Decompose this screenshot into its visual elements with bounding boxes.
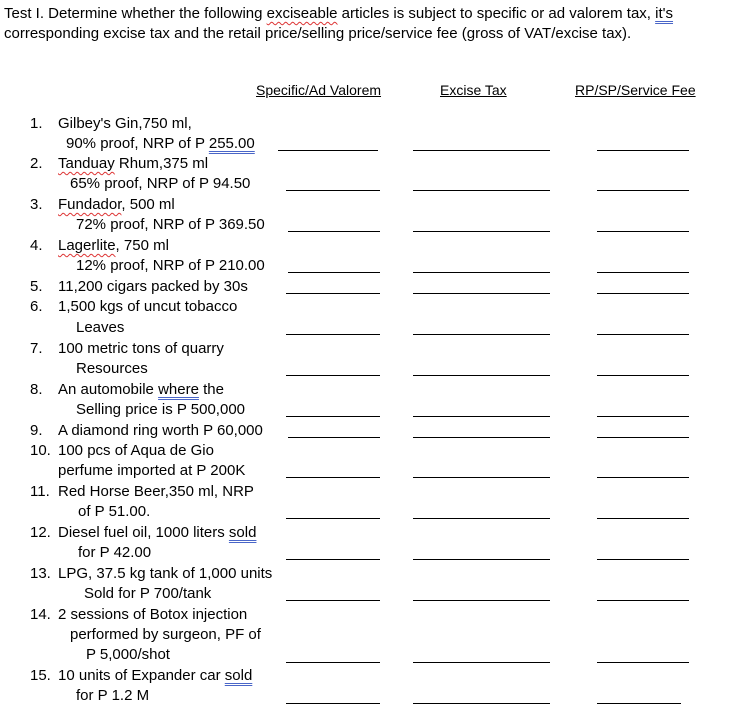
item-text: Leaves xyxy=(76,319,125,336)
answer-blank-rp[interactable] xyxy=(597,190,689,191)
answer-blank-rp[interactable] xyxy=(597,518,689,519)
item-text: A diamond ring worth P 60,000 xyxy=(58,422,263,439)
item-number: 1. xyxy=(30,115,43,132)
answer-blank-rp[interactable] xyxy=(597,293,689,294)
instructions: Test I. Determine whether the following exciseable articles is subject to specific or ad valorem tax, it's corresponding excise tax and the retail price/selling price/service fee (gross of VAT/excise tax). xyxy=(4,5,674,42)
answer-blank-excise[interactable] xyxy=(413,518,550,519)
answer-blank-excise[interactable] xyxy=(413,272,550,273)
answer-blank-rp[interactable] xyxy=(597,375,689,376)
answer-blank-rp[interactable] xyxy=(597,437,689,438)
answer-blank-rp[interactable] xyxy=(597,703,681,704)
answer-blank-specific[interactable] xyxy=(286,662,380,663)
item-text: P 5,000/shot xyxy=(86,646,170,663)
answer-blank-rp[interactable] xyxy=(597,272,689,273)
item-text: 100 metric tons of quarry xyxy=(58,340,224,357)
answer-blank-specific[interactable] xyxy=(278,150,378,151)
item-text: for P 42.00 xyxy=(78,544,152,561)
item-text: Red Horse Beer,350 ml, NRP xyxy=(58,483,254,500)
item-text: for P 1.2 M xyxy=(76,687,150,704)
answer-blank-excise[interactable] xyxy=(413,293,550,294)
item-text: 11,200 cigars packed by 30s xyxy=(58,278,248,295)
item-text: LPG, 37.5 kg tank of 1,000 units xyxy=(58,565,273,582)
answer-blank-specific[interactable] xyxy=(286,334,380,335)
item-number: 3. xyxy=(30,196,43,213)
answer-blank-specific[interactable] xyxy=(286,293,380,294)
item-number: 15. xyxy=(30,667,51,684)
item-text: 2 sessions of Botox injection xyxy=(58,606,248,623)
answer-blank-specific[interactable] xyxy=(286,416,380,417)
item-number: 9. xyxy=(30,422,43,439)
answer-blank-rp[interactable] xyxy=(597,416,689,417)
answer-blank-specific[interactable] xyxy=(286,190,380,191)
answer-blank-specific[interactable] xyxy=(288,437,380,438)
item-text: Lagerlite, 750 ml xyxy=(58,237,169,254)
answer-blank-excise[interactable] xyxy=(413,600,550,601)
item-number: 13. xyxy=(30,565,51,582)
item-text: Resources xyxy=(76,360,148,377)
item-text: 1,500 kgs of uncut tobacco xyxy=(58,298,238,315)
item-text: Gilbey's Gin,750 ml, xyxy=(58,115,192,132)
answer-blank-specific[interactable] xyxy=(288,231,380,232)
item-text: 90% proof, NRP of P 255.00 xyxy=(66,135,255,152)
item-text: Selling price is P 500,000 xyxy=(76,401,245,418)
answer-blank-specific[interactable] xyxy=(286,703,380,704)
answer-blank-excise[interactable] xyxy=(413,703,550,704)
item-text: 72% proof, NRP of P 369.50 xyxy=(76,216,265,233)
item-text: Fundador, 500 ml xyxy=(58,196,175,213)
answer-blank-excise[interactable] xyxy=(413,559,550,560)
answer-blank-excise[interactable] xyxy=(413,150,550,151)
item-number: 5. xyxy=(30,278,43,295)
answer-blank-rp[interactable] xyxy=(597,477,689,478)
item-number: 11. xyxy=(30,483,50,500)
answer-blank-rp[interactable] xyxy=(597,150,689,151)
item-number: 7. xyxy=(30,340,43,357)
answer-blank-excise[interactable] xyxy=(413,334,550,335)
item-number: 6. xyxy=(30,298,43,315)
item-number: 4. xyxy=(30,237,43,254)
answer-blank-excise[interactable] xyxy=(413,375,550,376)
item-text: Sold for P 700/tank xyxy=(84,585,212,602)
item-text: of P 51.00. xyxy=(78,503,151,520)
answer-blank-rp[interactable] xyxy=(597,231,689,232)
answer-blank-specific[interactable] xyxy=(286,477,380,478)
answer-blank-excise[interactable] xyxy=(413,190,550,191)
item-number: 2. xyxy=(30,155,43,172)
item-text: 12% proof, NRP of P 210.00 xyxy=(76,257,265,274)
item-text: Tanduay Rhum,375 ml xyxy=(58,155,209,172)
item-text: An automobile where the xyxy=(58,381,224,398)
item-number: 8. xyxy=(30,381,43,398)
answer-blank-excise[interactable] xyxy=(413,416,550,417)
answer-blank-rp[interactable] xyxy=(597,559,689,560)
item-text: perfume imported at P 200K xyxy=(58,462,246,479)
item-text: 10 units of Expander car sold xyxy=(58,667,253,684)
answer-blank-specific[interactable] xyxy=(286,375,380,376)
item-number: 12. xyxy=(30,524,51,541)
answer-blank-excise[interactable] xyxy=(413,231,550,232)
header-excise-tax: Excise Tax xyxy=(440,82,507,98)
answer-blank-rp[interactable] xyxy=(597,662,689,663)
item-text: Diesel fuel oil, 1000 liters sold xyxy=(58,524,257,541)
item-text: 100 pcs of Aqua de Gio xyxy=(58,442,214,459)
item-number: 14. xyxy=(30,606,51,623)
answer-blank-excise[interactable] xyxy=(413,437,550,438)
item-number: 10. xyxy=(30,442,51,459)
answer-blank-excise[interactable] xyxy=(413,477,550,478)
item-text: 65% proof, NRP of P 94.50 xyxy=(70,175,251,192)
answer-blank-excise[interactable] xyxy=(413,662,550,663)
header-specific-ad-valorem: Specific/Ad Valorem xyxy=(256,82,382,98)
answer-blank-specific[interactable] xyxy=(286,518,380,519)
answer-blank-specific[interactable] xyxy=(286,600,380,601)
answer-blank-specific[interactable] xyxy=(288,272,380,273)
answer-blank-rp[interactable] xyxy=(597,334,689,335)
item-text: performed by surgeon, PF of xyxy=(70,626,261,643)
header-rp-sp-service-fee: RP/SP/Service Fee xyxy=(575,82,696,98)
answer-blank-rp[interactable] xyxy=(597,600,689,601)
answer-blank-specific[interactable] xyxy=(286,559,380,560)
